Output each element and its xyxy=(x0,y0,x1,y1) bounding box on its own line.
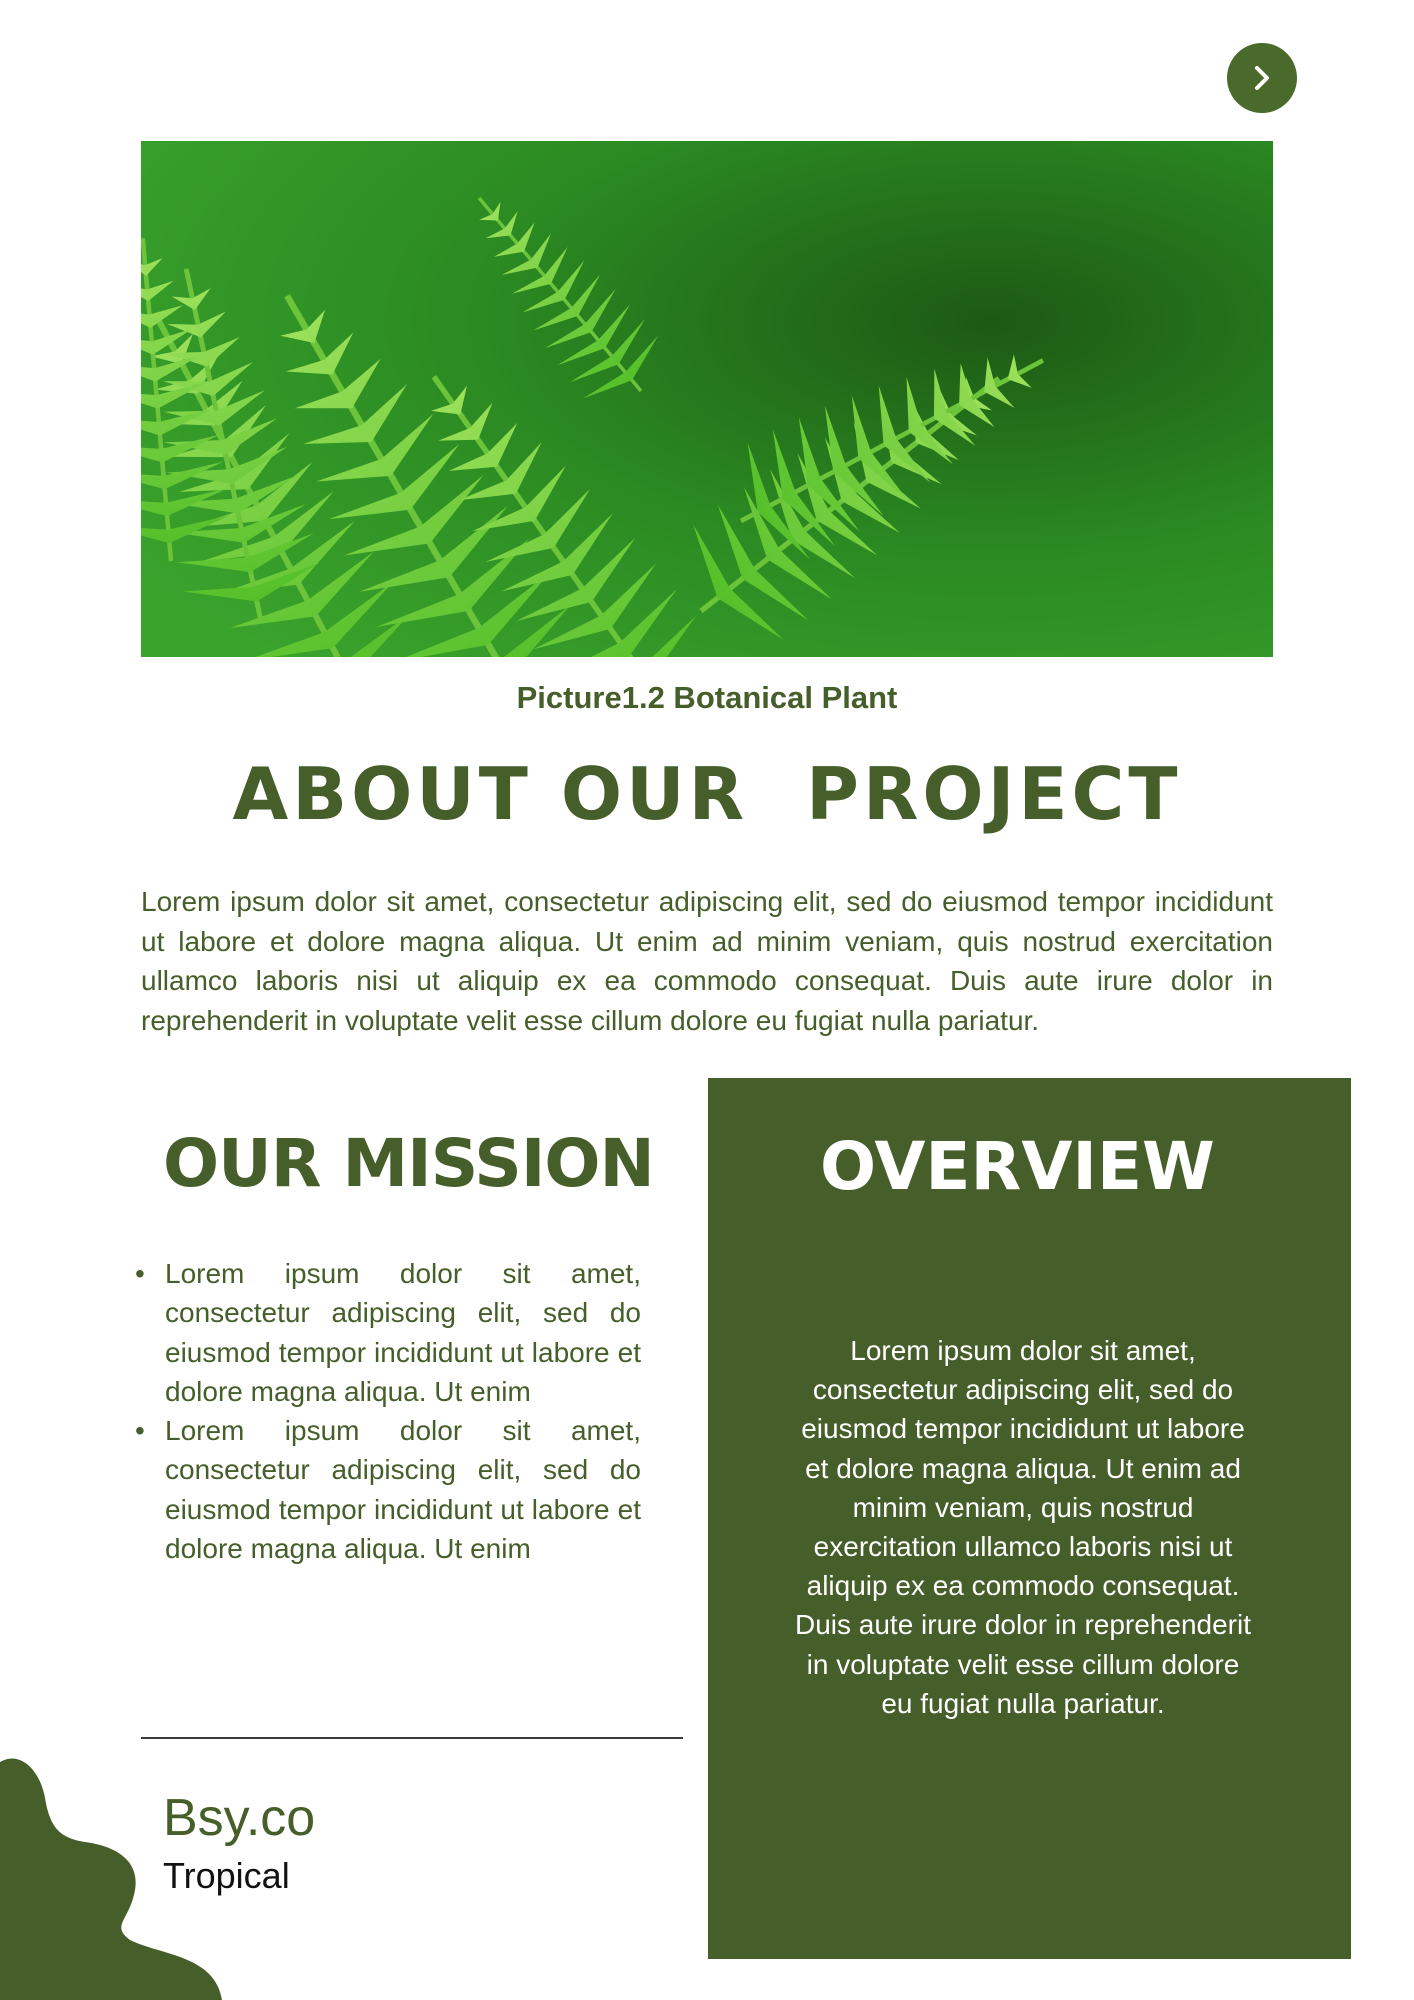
bullet-icon: • xyxy=(135,1415,145,1447)
overview-panel xyxy=(708,1078,1351,1959)
hero-fern-image xyxy=(141,141,1273,657)
mission-list xyxy=(135,1254,641,1568)
list-item xyxy=(135,1411,641,1568)
brand-tagline: Tropical xyxy=(163,1855,290,1896)
overview-heading: OVERVIEW xyxy=(820,1128,1215,1205)
page-title: ABOUT OUR PROJECT xyxy=(232,752,1182,836)
divider xyxy=(141,1737,683,1739)
next-page-button[interactable] xyxy=(1227,43,1297,113)
overview-text: Lorem ipsum dolor sit amet, consectetur adipiscing elit, sed do eiusmod tempor incididunt ut labore et dolore magna aliqua. Ut enim ad minim veniam, quis nostrud exercitation ullamco laboris nisi ut aliquip ex ea commodo consequat. Duis aute irure dolor in reprehenderit in voluptate velit esse cillum dolore eu fugiat nulla pariatur. xyxy=(794,1335,1252,1719)
list-item-text: Lorem ipsum dolor sit amet, consectetur adipiscing elit, sed do eiusmod tempor incididunt ut labore et dolore magna aliqua. Ut enim xyxy=(165,1258,641,1407)
list-item xyxy=(135,1254,641,1411)
image-caption: Picture1.2 Botanical Plant xyxy=(516,680,898,715)
list-item-text: Lorem ipsum dolor sit amet, consectetur adipiscing elit, sed do eiusmod tempor incididunt ut labore et dolore magna aliqua. Ut enim xyxy=(165,1415,641,1565)
bullet-icon: • xyxy=(135,1258,145,1289)
mission-heading: OUR MISSION xyxy=(163,1125,654,1202)
intro-paragraph: Lorem ipsum dolor sit amet, consectetur adipiscing elit, sed do eiusmod tempor incididunt ut labore et dolore magna aliqua. Ut enim ad minim veniam, quis nostrud exercitation ullamco laboris nisi ut aliquip ex ea commodo consequat. Duis aute irure dolor in reprehenderit in voluptate velit esse cillum dolore eu fugiat nulla pariatur. xyxy=(141,886,1273,1036)
chevron-right-icon xyxy=(1247,63,1277,93)
brand-name: Bsy.co xyxy=(163,1789,316,1847)
